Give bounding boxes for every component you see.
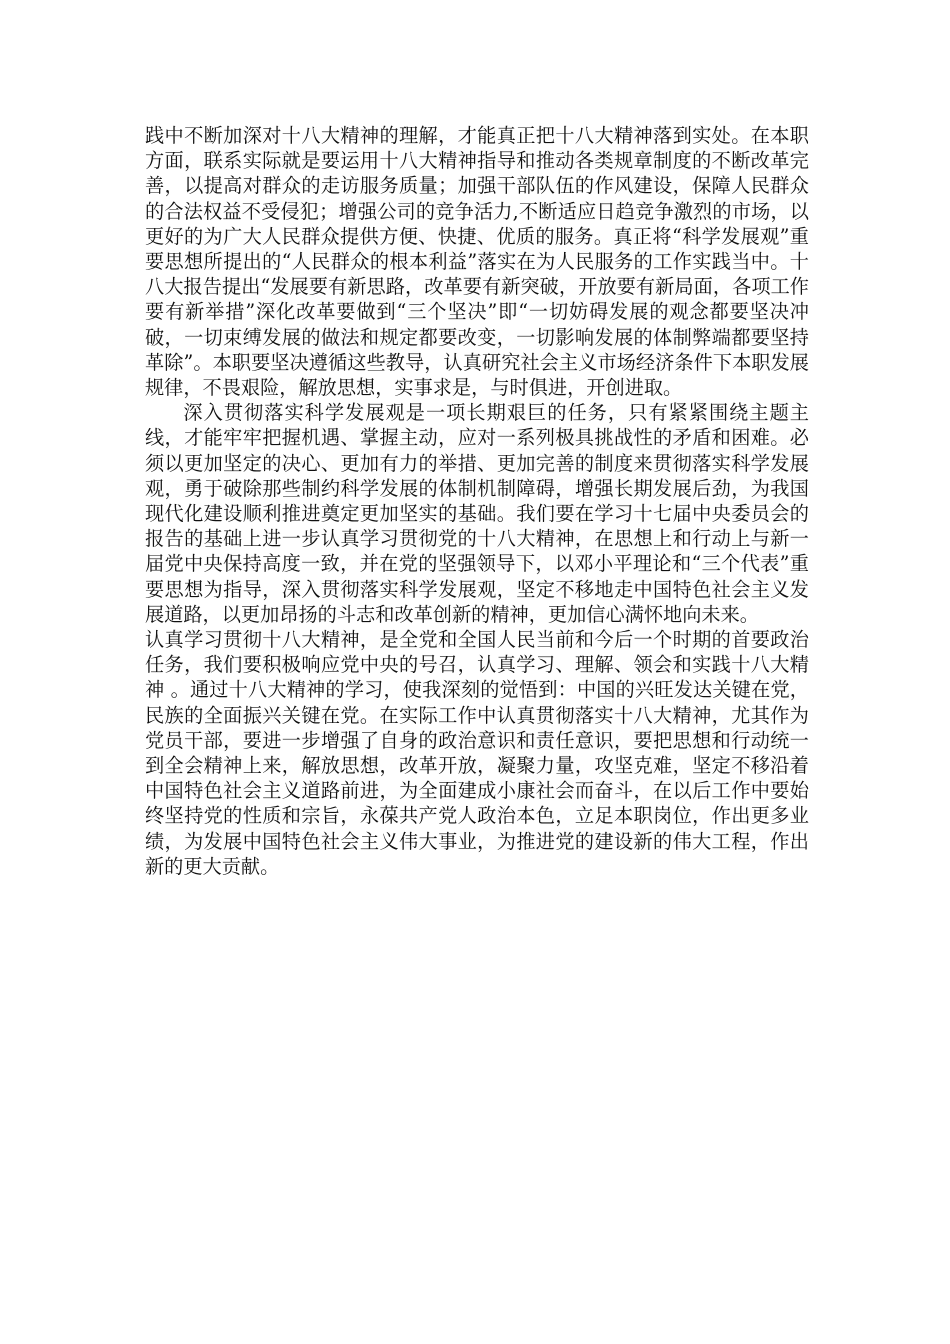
document-body (145, 123, 809, 879)
paragraph-3: 认真学习贯彻十八大精神，是全党和全国人民当前和今后一个时期的首要政治任务，我们要积极响应党中央的号召，认真学习、理解、领会和实践十八大精神 。通过十八大精神的学习，使我深刻的觉悟到：中国的兴旺发达关键在党，民族的全面振兴关键在党。在实际工作中认真贯彻落实十八大精神，尤其作为党员干部，要进一步增强了自身的政治意识和责任意识，要把思想和行动统一到全会精神上来，解放思想，改革开放，凝聚力量，攻坚克难，坚定不移沿着中国特色社会主义道路前进，为全面建成小康社会而奋斗，在以后工作中要始终坚持党的性质和宗旨，永葆共产党人政治本色，立足本职岗位，作出更多业绩，为发展中国特色社会主义伟大事业，为推进党的建设新的伟大工程，作出新的更大贡献。 (145, 628, 809, 878)
paragraph-2: 深入贯彻落实科学发展观是一项长期艰巨的任务，只有紧紧围绕主题主线，才能牢牢把握机遇、掌握主动，应对一系列极具挑战性的矛盾和困难。必须以更加坚定的决心、更加有力的举措、更加完善的制度来贯彻落实科学发展观，勇于破除那些制约科学发展的体制机制障碍，增强长期发展后劲，为我国现代化建设顺利推进奠定更加坚实的基础。我们要在学习十七届中央委员会的报告的基础上进一步认真学习贯彻党的十八大精神，在思想上和行动上与新一届党中央保持高度一致，并在党的坚强领导下，以邓小平理论和“三个代表”重要思想为指导，深入贯彻落实科学发展观，坚定不移地走中国特色社会主义发展道路，以更加昂扬的斗志和改革创新的精神，更加信心满怀地向未来。 (145, 401, 809, 626)
paragraph-1: 践中不断加深对十八大精神的理解，才能真正把十八大精神落到实处。在本职方面，联系实际就是要运用十八大精神指导和推动各类规章制度的不断改革完善，以提高对群众的走访服务质量；加强干部队伍的作风建设，保障人民群众的合法权益不受侵犯；增强公司的竞争活力,不断适应日趋竞争激烈的市场，以更好的为广大人民群众提供方便、快捷、优质的服务。真正将“科学发展观”重要思想所提出的“人民群众的根本利益”落实在为人民服务的工作实践当中。十八大报告提出“发展要有新思路，改革要有新突破，开放要有新局面，各项工作要有新举措”深化改革要做到“三个坚决”即“一切妨碍发展的观念都要坚决冲破，一切束缚发展的做法和规定都要改变，一切影响发展的体制弊端都要坚持革除”。本职要坚决遵循这些教导，认真研究社会主义市场经济条件下本职发展规律，不畏艰险，解放思想，实事求是，与时俱进，开创进取。 (145, 124, 809, 400)
